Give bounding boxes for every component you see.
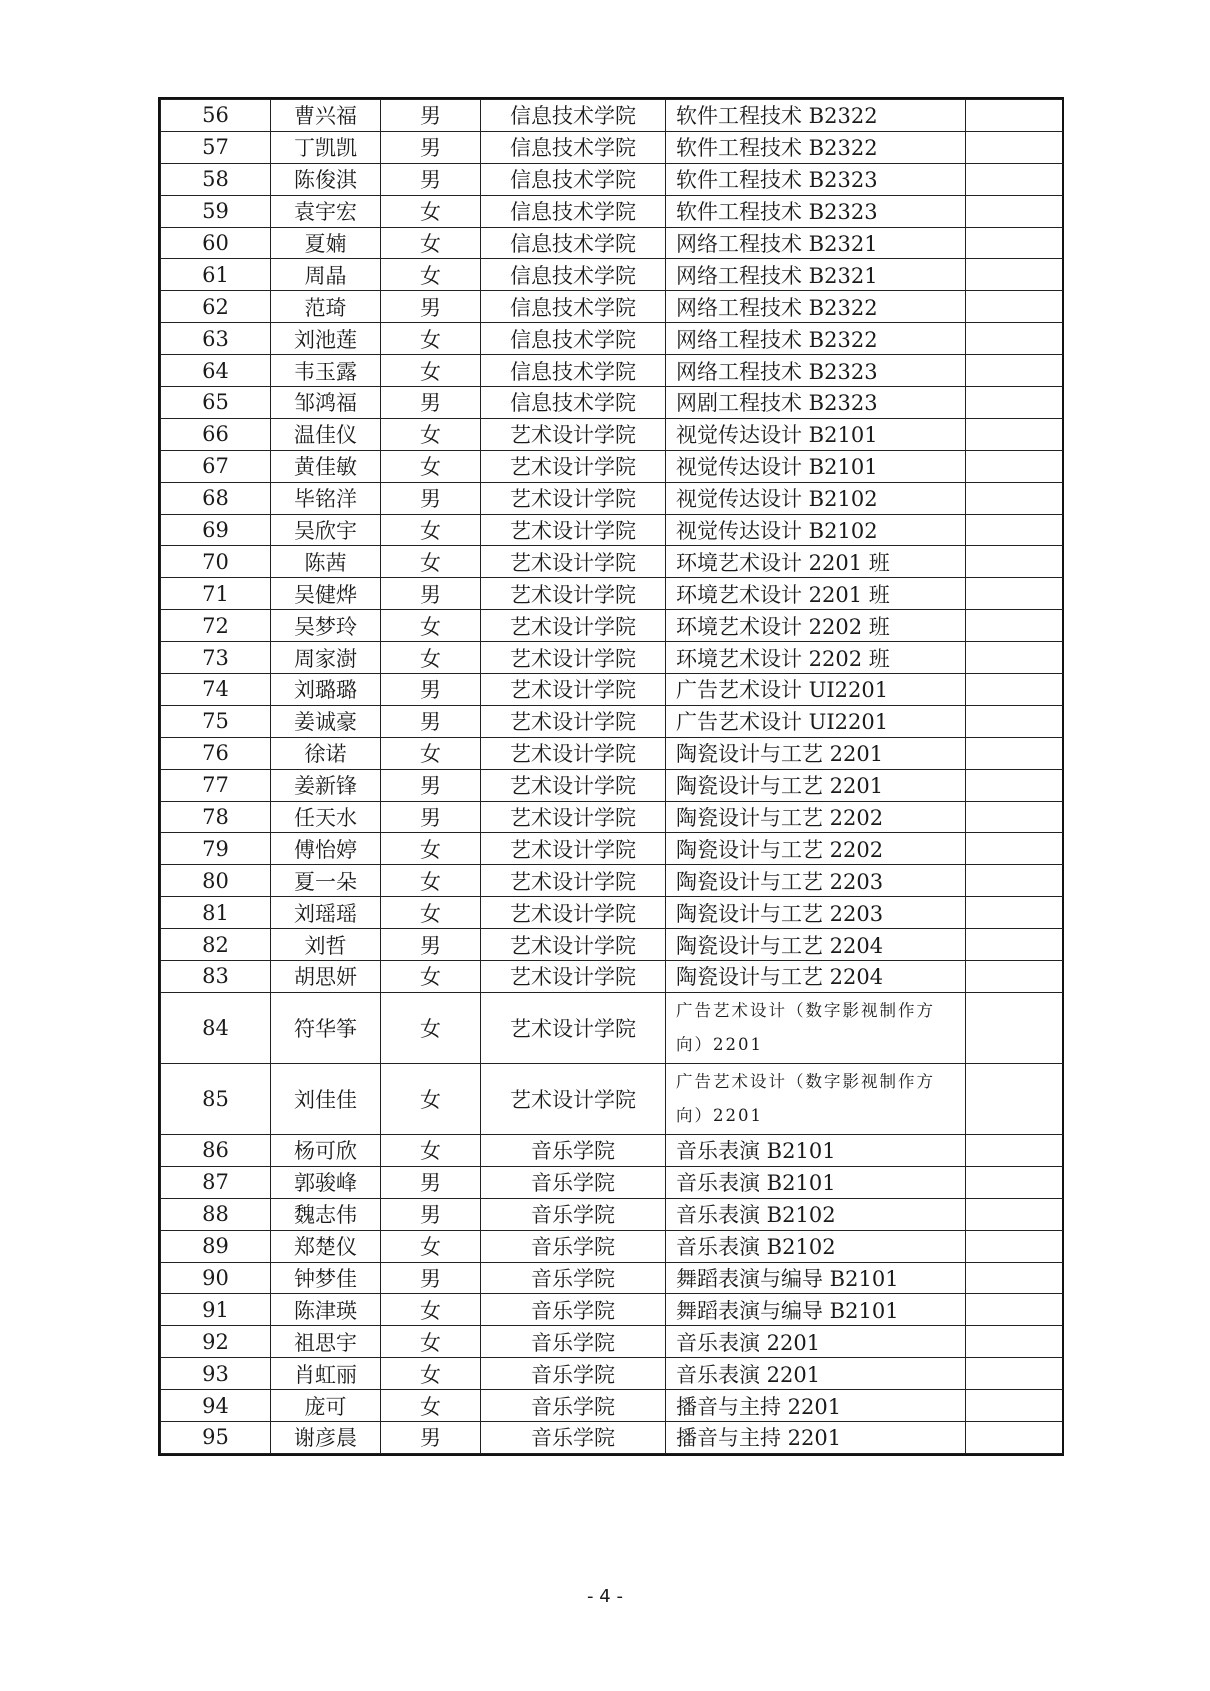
table-row [161, 737, 1063, 769]
cell-name: 韦玉露 [271, 355, 381, 387]
cell-major: 陶瓷设计与工艺 2204 [666, 961, 966, 993]
cell-name: 胡思妍 [271, 961, 381, 993]
cell-college: 艺术设计学院 [481, 514, 666, 546]
cell-no: 95 [161, 1421, 271, 1453]
cell-name: 魏志伟 [271, 1198, 381, 1230]
cell-name: 陈茜 [271, 546, 381, 578]
cell-no: 76 [161, 737, 271, 769]
cell-gender: 女 [381, 610, 481, 642]
page-number: - 4 - [587, 1586, 623, 1607]
cell-major: 广告艺术设计 UI2201 [666, 674, 966, 706]
cell-college: 艺术设计学院 [481, 578, 666, 610]
cell-no: 74 [161, 674, 271, 706]
cell-gender: 女 [381, 1134, 481, 1166]
cell-name: 姜新锋 [271, 769, 381, 801]
cell-no: 89 [161, 1230, 271, 1262]
cell-name: 庞可 [271, 1390, 381, 1422]
cell-note [966, 355, 1063, 387]
cell-major: 网络工程技术 B2323 [666, 355, 966, 387]
cell-major: 环境艺术设计 2202 班 [666, 642, 966, 674]
table-row [161, 865, 1063, 897]
cell-no: 57 [161, 131, 271, 163]
table-row [161, 1063, 1063, 1134]
cell-gender: 女 [381, 1358, 481, 1390]
cell-no: 56 [161, 100, 271, 132]
table-row [161, 1358, 1063, 1390]
table-row [161, 546, 1063, 578]
cell-no: 73 [161, 642, 271, 674]
table-row [161, 1198, 1063, 1230]
cell-gender: 女 [381, 1326, 481, 1358]
cell-name: 黄佳敏 [271, 450, 381, 482]
cell-college: 艺术设计学院 [481, 450, 666, 482]
cell-note [966, 1326, 1063, 1358]
table-row [161, 355, 1063, 387]
cell-gender: 女 [381, 992, 481, 1063]
cell-major: 播音与主持 2201 [666, 1421, 966, 1453]
cell-major: 音乐表演 B2101 [666, 1166, 966, 1198]
cell-note [966, 705, 1063, 737]
cell-note [966, 833, 1063, 865]
cell-college: 艺术设计学院 [481, 705, 666, 737]
table-row [161, 801, 1063, 833]
cell-name: 傅怡婷 [271, 833, 381, 865]
cell-name: 夏婻 [271, 227, 381, 259]
cell-college: 音乐学院 [481, 1358, 666, 1390]
cell-name: 刘佳佳 [271, 1063, 381, 1134]
cell-note [966, 259, 1063, 291]
cell-no: 75 [161, 705, 271, 737]
cell-major: 网剧工程技术 B2323 [666, 387, 966, 419]
cell-gender: 女 [381, 418, 481, 450]
cell-note [966, 1390, 1063, 1422]
cell-major: 陶瓷设计与工艺 2204 [666, 929, 966, 961]
table-row [161, 1134, 1063, 1166]
cell-name: 姜诚豪 [271, 705, 381, 737]
cell-gender: 男 [381, 131, 481, 163]
cell-gender: 女 [381, 323, 481, 355]
table-row [161, 387, 1063, 419]
cell-note [966, 961, 1063, 993]
cell-college: 信息技术学院 [481, 259, 666, 291]
table-row [161, 227, 1063, 259]
cell-major: 陶瓷设计与工艺 2202 [666, 833, 966, 865]
cell-no: 67 [161, 450, 271, 482]
cell-name: 谢彦晨 [271, 1421, 381, 1453]
cell-college: 信息技术学院 [481, 291, 666, 323]
cell-no: 66 [161, 418, 271, 450]
cell-gender: 男 [381, 1262, 481, 1294]
table-row [161, 450, 1063, 482]
cell-no: 68 [161, 482, 271, 514]
cell-college: 音乐学院 [481, 1262, 666, 1294]
cell-name: 毕铭洋 [271, 482, 381, 514]
cell-no: 87 [161, 1166, 271, 1198]
cell-gender: 女 [381, 1063, 481, 1134]
cell-note [966, 1358, 1063, 1390]
cell-note [966, 1198, 1063, 1230]
cell-name: 钟梦佳 [271, 1262, 381, 1294]
cell-gender: 男 [381, 769, 481, 801]
cell-no: 63 [161, 323, 271, 355]
table-row [161, 1326, 1063, 1358]
cell-major: 播音与主持 2201 [666, 1390, 966, 1422]
cell-note [966, 418, 1063, 450]
cell-name: 吴健烨 [271, 578, 381, 610]
cell-note [966, 1230, 1063, 1262]
cell-gender: 女 [381, 1390, 481, 1422]
cell-major: 音乐表演 B2102 [666, 1230, 966, 1262]
cell-gender: 男 [381, 100, 481, 132]
table-row [161, 1262, 1063, 1294]
student-list-table [158, 97, 1064, 1456]
cell-major: 陶瓷设计与工艺 2203 [666, 865, 966, 897]
cell-no: 90 [161, 1262, 271, 1294]
cell-major: 广告艺术设计 UI2201 [666, 705, 966, 737]
cell-no: 82 [161, 929, 271, 961]
table-row [161, 514, 1063, 546]
cell-no: 72 [161, 610, 271, 642]
cell-college: 信息技术学院 [481, 163, 666, 195]
cell-name: 曹兴福 [271, 100, 381, 132]
table-row [161, 769, 1063, 801]
cell-note [966, 131, 1063, 163]
cell-no: 83 [161, 961, 271, 993]
cell-college: 艺术设计学院 [481, 610, 666, 642]
cell-note [966, 546, 1063, 578]
cell-major: 陶瓷设计与工艺 2203 [666, 897, 966, 929]
cell-major: 视觉传达设计 B2102 [666, 514, 966, 546]
cell-gender: 男 [381, 801, 481, 833]
cell-major: 软件工程技术 B2323 [666, 195, 966, 227]
cell-gender: 男 [381, 1198, 481, 1230]
cell-note [966, 1262, 1063, 1294]
cell-gender: 男 [381, 578, 481, 610]
cell-college: 音乐学院 [481, 1198, 666, 1230]
cell-college: 信息技术学院 [481, 387, 666, 419]
cell-note [966, 195, 1063, 227]
cell-college: 艺术设计学院 [481, 769, 666, 801]
cell-note [966, 737, 1063, 769]
cell-no: 77 [161, 769, 271, 801]
cell-name: 袁宇宏 [271, 195, 381, 227]
cell-name: 郑楚仪 [271, 1230, 381, 1262]
cell-college: 音乐学院 [481, 1326, 666, 1358]
cell-college: 信息技术学院 [481, 131, 666, 163]
cell-note [966, 387, 1063, 419]
cell-note [966, 674, 1063, 706]
cell-note [966, 1294, 1063, 1326]
cell-note [966, 1166, 1063, 1198]
cell-no: 70 [161, 546, 271, 578]
cell-note [966, 323, 1063, 355]
cell-college: 信息技术学院 [481, 195, 666, 227]
cell-name: 温佳仪 [271, 418, 381, 450]
cell-college: 艺术设计学院 [481, 801, 666, 833]
cell-name: 邹鸿福 [271, 387, 381, 419]
cell-name: 刘池莲 [271, 323, 381, 355]
cell-major: 网络工程技术 B2322 [666, 323, 966, 355]
cell-gender: 女 [381, 195, 481, 227]
cell-college: 艺术设计学院 [481, 546, 666, 578]
table-row [161, 291, 1063, 323]
cell-name: 郭骏峰 [271, 1166, 381, 1198]
cell-note [966, 1134, 1063, 1166]
cell-college: 艺术设计学院 [481, 897, 666, 929]
cell-major: 网络工程技术 B2321 [666, 227, 966, 259]
cell-college: 艺术设计学院 [481, 865, 666, 897]
cell-gender: 女 [381, 642, 481, 674]
cell-note [966, 897, 1063, 929]
table-row [161, 642, 1063, 674]
table-row [161, 961, 1063, 993]
cell-name: 周家澍 [271, 642, 381, 674]
cell-gender: 男 [381, 705, 481, 737]
cell-name: 符华筝 [271, 992, 381, 1063]
cell-major: 网络工程技术 B2321 [666, 259, 966, 291]
cell-note [966, 163, 1063, 195]
cell-college: 艺术设计学院 [481, 1063, 666, 1134]
cell-major: 舞蹈表演与编导 B2101 [666, 1294, 966, 1326]
cell-college: 信息技术学院 [481, 323, 666, 355]
cell-name: 周晶 [271, 259, 381, 291]
table-row [161, 992, 1063, 1063]
cell-no: 93 [161, 1358, 271, 1390]
cell-name: 丁凯凯 [271, 131, 381, 163]
cell-no: 65 [161, 387, 271, 419]
cell-college: 艺术设计学院 [481, 642, 666, 674]
cell-gender: 女 [381, 865, 481, 897]
cell-no: 61 [161, 259, 271, 291]
cell-major: 环境艺术设计 2201 班 [666, 546, 966, 578]
cell-no: 86 [161, 1134, 271, 1166]
cell-note [966, 610, 1063, 642]
table-row [161, 131, 1063, 163]
cell-note [966, 1063, 1063, 1134]
table-row [161, 1166, 1063, 1198]
cell-gender: 男 [381, 1421, 481, 1453]
cell-no: 71 [161, 578, 271, 610]
cell-note [966, 482, 1063, 514]
cell-name: 刘璐璐 [271, 674, 381, 706]
cell-gender: 女 [381, 450, 481, 482]
cell-no: 88 [161, 1198, 271, 1230]
cell-gender: 女 [381, 737, 481, 769]
cell-name: 刘瑶瑶 [271, 897, 381, 929]
cell-major: 环境艺术设计 2201 班 [666, 578, 966, 610]
cell-no: 69 [161, 514, 271, 546]
cell-college: 艺术设计学院 [481, 961, 666, 993]
cell-gender: 女 [381, 514, 481, 546]
cell-no: 59 [161, 195, 271, 227]
cell-name: 祖思宇 [271, 1326, 381, 1358]
cell-no: 92 [161, 1326, 271, 1358]
cell-note [966, 100, 1063, 132]
cell-major: 音乐表演 2201 [666, 1358, 966, 1390]
cell-no: 80 [161, 865, 271, 897]
cell-major: 视觉传达设计 B2101 [666, 450, 966, 482]
cell-major: 网络工程技术 B2322 [666, 291, 966, 323]
table-row [161, 418, 1063, 450]
cell-gender: 女 [381, 897, 481, 929]
cell-major: 软件工程技术 B2323 [666, 163, 966, 195]
cell-college: 音乐学院 [481, 1421, 666, 1453]
cell-gender: 男 [381, 482, 481, 514]
table-row [161, 259, 1063, 291]
cell-name: 刘哲 [271, 929, 381, 961]
cell-no: 85 [161, 1063, 271, 1134]
cell-college: 艺术设计学院 [481, 833, 666, 865]
cell-college: 艺术设计学院 [481, 482, 666, 514]
cell-name: 夏一朵 [271, 865, 381, 897]
cell-name: 任天水 [271, 801, 381, 833]
cell-gender: 男 [381, 163, 481, 195]
cell-major: 音乐表演 2201 [666, 1326, 966, 1358]
cell-no: 58 [161, 163, 271, 195]
cell-no: 60 [161, 227, 271, 259]
table-row [161, 163, 1063, 195]
cell-major: 音乐表演 B2101 [666, 1134, 966, 1166]
table-row [161, 195, 1063, 227]
cell-gender: 女 [381, 355, 481, 387]
cell-college: 艺术设计学院 [481, 737, 666, 769]
table-row [161, 610, 1063, 642]
cell-note [966, 514, 1063, 546]
table-row [161, 929, 1063, 961]
cell-major: 陶瓷设计与工艺 2201 [666, 737, 966, 769]
cell-gender: 女 [381, 961, 481, 993]
cell-note [966, 227, 1063, 259]
cell-college: 信息技术学院 [481, 227, 666, 259]
cell-college: 音乐学院 [481, 1390, 666, 1422]
cell-note [966, 450, 1063, 482]
table-grid [160, 99, 1063, 1454]
cell-major: 舞蹈表演与编导 B2101 [666, 1262, 966, 1294]
cell-major: 环境艺术设计 2202 班 [666, 610, 966, 642]
cell-no: 62 [161, 291, 271, 323]
table-row [161, 1294, 1063, 1326]
cell-major: 陶瓷设计与工艺 2201 [666, 769, 966, 801]
table-row [161, 897, 1063, 929]
cell-college: 音乐学院 [481, 1294, 666, 1326]
table-body [161, 100, 1063, 1454]
cell-major: 陶瓷设计与工艺 2202 [666, 801, 966, 833]
table-row [161, 1390, 1063, 1422]
cell-major: 软件工程技术 B2322 [666, 100, 966, 132]
cell-gender: 男 [381, 291, 481, 323]
cell-no: 94 [161, 1390, 271, 1422]
cell-name: 陈津瑛 [271, 1294, 381, 1326]
cell-gender: 男 [381, 1166, 481, 1198]
cell-note [966, 801, 1063, 833]
cell-no: 79 [161, 833, 271, 865]
cell-no: 78 [161, 801, 271, 833]
cell-note [966, 865, 1063, 897]
cell-note [966, 1421, 1063, 1453]
cell-gender: 女 [381, 833, 481, 865]
table-row [161, 705, 1063, 737]
cell-name: 吴梦玲 [271, 610, 381, 642]
cell-note [966, 769, 1063, 801]
cell-gender: 男 [381, 929, 481, 961]
cell-college: 艺术设计学院 [481, 992, 666, 1063]
cell-note [966, 929, 1063, 961]
table-row [161, 1230, 1063, 1262]
cell-college: 艺术设计学院 [481, 418, 666, 450]
cell-name: 肖虹丽 [271, 1358, 381, 1390]
cell-note [966, 992, 1063, 1063]
cell-no: 64 [161, 355, 271, 387]
cell-gender: 女 [381, 259, 481, 291]
cell-name: 吴欣宇 [271, 514, 381, 546]
cell-major: 广告艺术设计（数字影视制作方向）2201 [666, 992, 966, 1063]
cell-name: 杨可欣 [271, 1134, 381, 1166]
cell-gender: 女 [381, 227, 481, 259]
cell-gender: 女 [381, 546, 481, 578]
cell-major: 视觉传达设计 B2101 [666, 418, 966, 450]
table-row [161, 323, 1063, 355]
cell-college: 艺术设计学院 [481, 674, 666, 706]
table-row [161, 482, 1063, 514]
table-row [161, 578, 1063, 610]
cell-no: 81 [161, 897, 271, 929]
cell-major: 音乐表演 B2102 [666, 1198, 966, 1230]
cell-note [966, 291, 1063, 323]
cell-major: 软件工程技术 B2322 [666, 131, 966, 163]
cell-no: 91 [161, 1294, 271, 1326]
cell-name: 徐诺 [271, 737, 381, 769]
cell-gender: 女 [381, 1294, 481, 1326]
cell-college: 音乐学院 [481, 1230, 666, 1262]
cell-gender: 女 [381, 1230, 481, 1262]
cell-college: 艺术设计学院 [481, 929, 666, 961]
cell-major: 视觉传达设计 B2102 [666, 482, 966, 514]
cell-college: 信息技术学院 [481, 355, 666, 387]
cell-gender: 男 [381, 674, 481, 706]
cell-college: 音乐学院 [481, 1134, 666, 1166]
cell-college: 信息技术学院 [481, 100, 666, 132]
cell-name: 范琦 [271, 291, 381, 323]
cell-college: 音乐学院 [481, 1166, 666, 1198]
cell-no: 84 [161, 992, 271, 1063]
table-row [161, 1421, 1063, 1453]
cell-note [966, 642, 1063, 674]
cell-gender: 男 [381, 387, 481, 419]
table-row [161, 100, 1063, 132]
table-row [161, 833, 1063, 865]
cell-major: 广告艺术设计（数字影视制作方向）2201 [666, 1063, 966, 1134]
table-row [161, 674, 1063, 706]
cell-note [966, 578, 1063, 610]
cell-name: 陈俊淇 [271, 163, 381, 195]
